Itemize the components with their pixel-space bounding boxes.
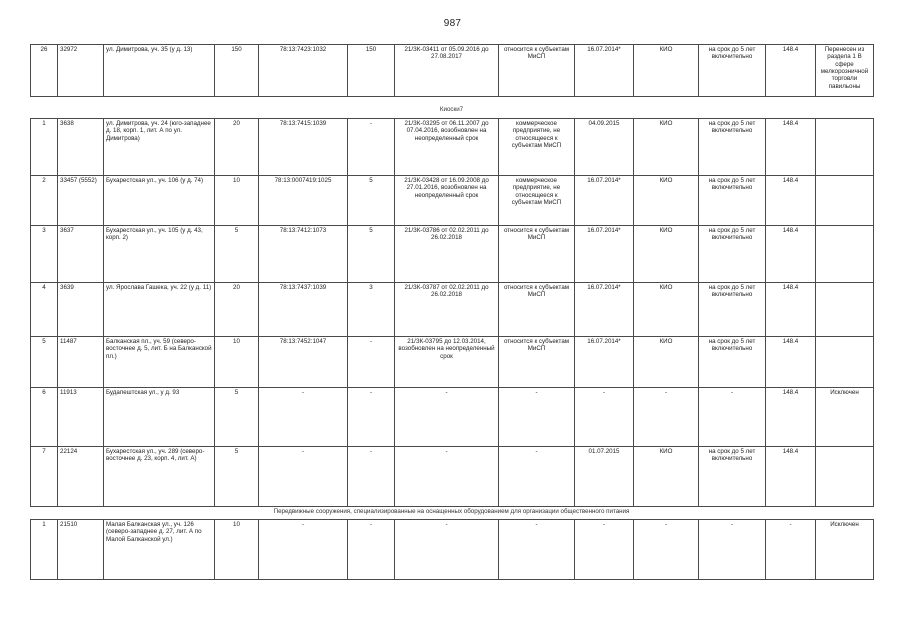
cell-area2: 5 [348,226,395,283]
table-row [31,283,874,337]
cell-cadastral: - [259,388,348,447]
cell-holder: КИО [634,283,699,337]
cell-code: - [766,520,816,580]
table-row [31,447,874,507]
cell-note: Исключен [816,520,874,580]
cell-code: 148.4 [766,283,816,337]
cell-no: 7 [31,447,58,507]
cell-contract: - [395,388,499,447]
cell-contract: 21/ЗК-03428 от 16.09.2008 до 27.01.2016, возобновлен на неопределенный срок [395,176,499,226]
cell-holder: КИО [634,447,699,507]
cell-contract: 21/ЗК-03411 от 05.09.2016 до 27.08.2017 [395,45,499,97]
cell-contract: - [395,447,499,507]
cell-date: 01.07.2015 [575,447,634,507]
cell-code: 148.4 [766,119,816,176]
cell-area: 150 [215,45,259,97]
table-row [31,176,874,226]
cell-term: на срок до 5 лет включительно [699,226,766,283]
cell-address: Бухарестская ул., уч. 289 (северо-восточнее д. 23, корп. 4, лит. А) [104,447,215,507]
cell-id: 33457 (5552) [58,176,104,226]
cell-id: 32972 [58,45,104,97]
cell-address: Бухарестская ул., уч. 106 (у д. 74) [104,176,215,226]
table-row [31,520,874,580]
top-table [30,44,874,97]
cell-category: - [499,447,575,507]
cell-id: 11487 [58,337,104,388]
cell-area2: 5 [348,176,395,226]
cell-date: - [575,388,634,447]
cell-area: 10 [215,337,259,388]
cell-area2: 150 [348,45,395,97]
cell-no: 26 [31,45,58,97]
table-row [31,45,874,97]
cell-code: 148.4 [766,176,816,226]
cell-cadastral: 78:13:7437:1039 [259,283,348,337]
cell-id: 3638 [58,119,104,176]
cell-holder: КИО [634,119,699,176]
cell-cadastral: 78:13:7415:1039 [259,119,348,176]
cell-date: 16.07.2014* [575,337,634,388]
cell-date: 16.07.2014* [575,176,634,226]
cell-address: ул. Димитрова, уч. 35 (у д. 13) [104,45,215,97]
cell-address: Будапештская ул., у д. 93 [104,388,215,447]
cell-id: 21510 [58,520,104,580]
cell-area2: - [348,337,395,388]
cell-area: 5 [215,226,259,283]
cell-no: 6 [31,388,58,447]
cell-category: коммерческое предприятие, не относящееся к субъектам МиСП [499,176,575,226]
cell-no: 2 [31,176,58,226]
cell-code: 148.4 [766,447,816,507]
cell-no: 1 [31,520,58,580]
cell-note [816,337,874,388]
cell-area2: - [348,119,395,176]
cell-area: 20 [215,119,259,176]
cell-note [816,283,874,337]
cell-contract: 21/ЗК-03295 от 06.11.2007 до 07.04.2016, возобновлен на неопределенный срок [395,119,499,176]
cell-note: Исключен [816,388,874,447]
cell-note [816,447,874,507]
cell-no: 4 [31,283,58,337]
cell-holder: КИО [634,176,699,226]
cell-term: - [699,388,766,447]
cell-contract: - [395,520,499,580]
cell-contract: 21/ЗК-03787 от 02.02.2011 до 26.02.2018 [395,283,499,337]
cell-area: 10 [215,520,259,580]
cell-area2: - [348,520,395,580]
cell-area: 5 [215,447,259,507]
cell-id: 22124 [58,447,104,507]
cell-term: на срок до 5 лет включительно [699,45,766,97]
mobile-table [30,519,874,580]
page-number: 987 [443,18,462,29]
cell-category: относится к субъектам МиСП [499,45,575,97]
cell-category: относится к субъектам МиСП [499,226,575,283]
cell-area2: - [348,388,395,447]
cell-address: Бухарестская ул., уч. 105 (у д. 43, корп. 2) [104,226,215,283]
cell-address: ул. Димитрова, уч. 24 (юго-западнее д. 18, корп. 1, лит. А по ул. Димитрова) [104,119,215,176]
table-row [31,226,874,283]
section-caption-kiosks: Киоски7 [439,106,464,113]
cell-holder: - [634,520,699,580]
cell-address: Малая Балканская ул., уч. 126 (северо-западнее д. 27, лит. А по Малой Балканской ул.) [104,520,215,580]
cell-term: на срок до 5 лет включительно [699,119,766,176]
cell-holder: КИО [634,45,699,97]
cell-cadastral: 78:13:7423:1032 [259,45,348,97]
cell-date: 16.07.2014* [575,283,634,337]
cell-area: 10 [215,176,259,226]
cell-area2: 3 [348,283,395,337]
cell-note: Перенесен из раздела 1 В сфере мелкорозничной торговли павильоны [816,45,874,97]
cell-area: 5 [215,388,259,447]
cell-no: 5 [31,337,58,388]
cell-category: - [499,388,575,447]
cell-holder: КИО [634,226,699,283]
cell-term: на срок до 5 лет включительно [699,283,766,337]
cell-cadastral: - [259,447,348,507]
cell-term: - [699,520,766,580]
cell-contract: 21/ЗК-03795 до 12.03.2014, возобновлен на неопределенный срок [395,337,499,388]
table-row [31,388,874,447]
cell-date: - [575,520,634,580]
cell-category: относится к субъектам МиСП [499,283,575,337]
cell-date: 16.07.2014* [575,226,634,283]
cell-no: 3 [31,226,58,283]
cell-id: 11913 [58,388,104,447]
cell-term: на срок до 5 лет включительно [699,337,766,388]
cell-cadastral: 78:13:7412:1073 [259,226,348,283]
cell-note [816,226,874,283]
kiosks-table [30,118,874,507]
cell-code: 148.4 [766,337,816,388]
cell-note [816,119,874,176]
cell-category: коммерческое предприятие, не относящееся к субъектам МиСП [499,119,575,176]
cell-area2: - [348,447,395,507]
cell-holder: КИО [634,337,699,388]
cell-code: 148.4 [766,226,816,283]
cell-address: ул. Ярослава Гашека, уч. 22 (у д. 11) [104,283,215,337]
cell-cadastral: - [259,520,348,580]
section-caption-mobile: Передвижные сооружения, специализированные на оснащенных оборудованием для организации общественного питания [273,508,630,515]
cell-code: 148.4 [766,45,816,97]
cell-category: относится к субъектам МиСП [499,337,575,388]
cell-contract: 21/ЗК-03786 от 02.02.2011 до 26.02.2018 [395,226,499,283]
cell-cadastral: 78:13:7452:1047 [259,337,348,388]
cell-date: 04.09.2015 [575,119,634,176]
cell-term: на срок до 5 лет включительно [699,176,766,226]
cell-id: 3637 [58,226,104,283]
cell-address: Балканская пл., уч. 59 (северо-восточнее д. 5, лит. Б на Балканской пл.) [104,337,215,388]
cell-no: 1 [31,119,58,176]
table-row [31,119,874,176]
cell-category: - [499,520,575,580]
cell-holder: - [634,388,699,447]
cell-term: на срок до 5 лет включительно [699,447,766,507]
cell-cadastral: 78:13:0007419:1025 [259,176,348,226]
cell-note [816,176,874,226]
cell-code: 148.4 [766,388,816,447]
table-row [31,337,874,388]
cell-id: 3639 [58,283,104,337]
cell-date: 16.07.2014* [575,45,634,97]
cell-area: 20 [215,283,259,337]
